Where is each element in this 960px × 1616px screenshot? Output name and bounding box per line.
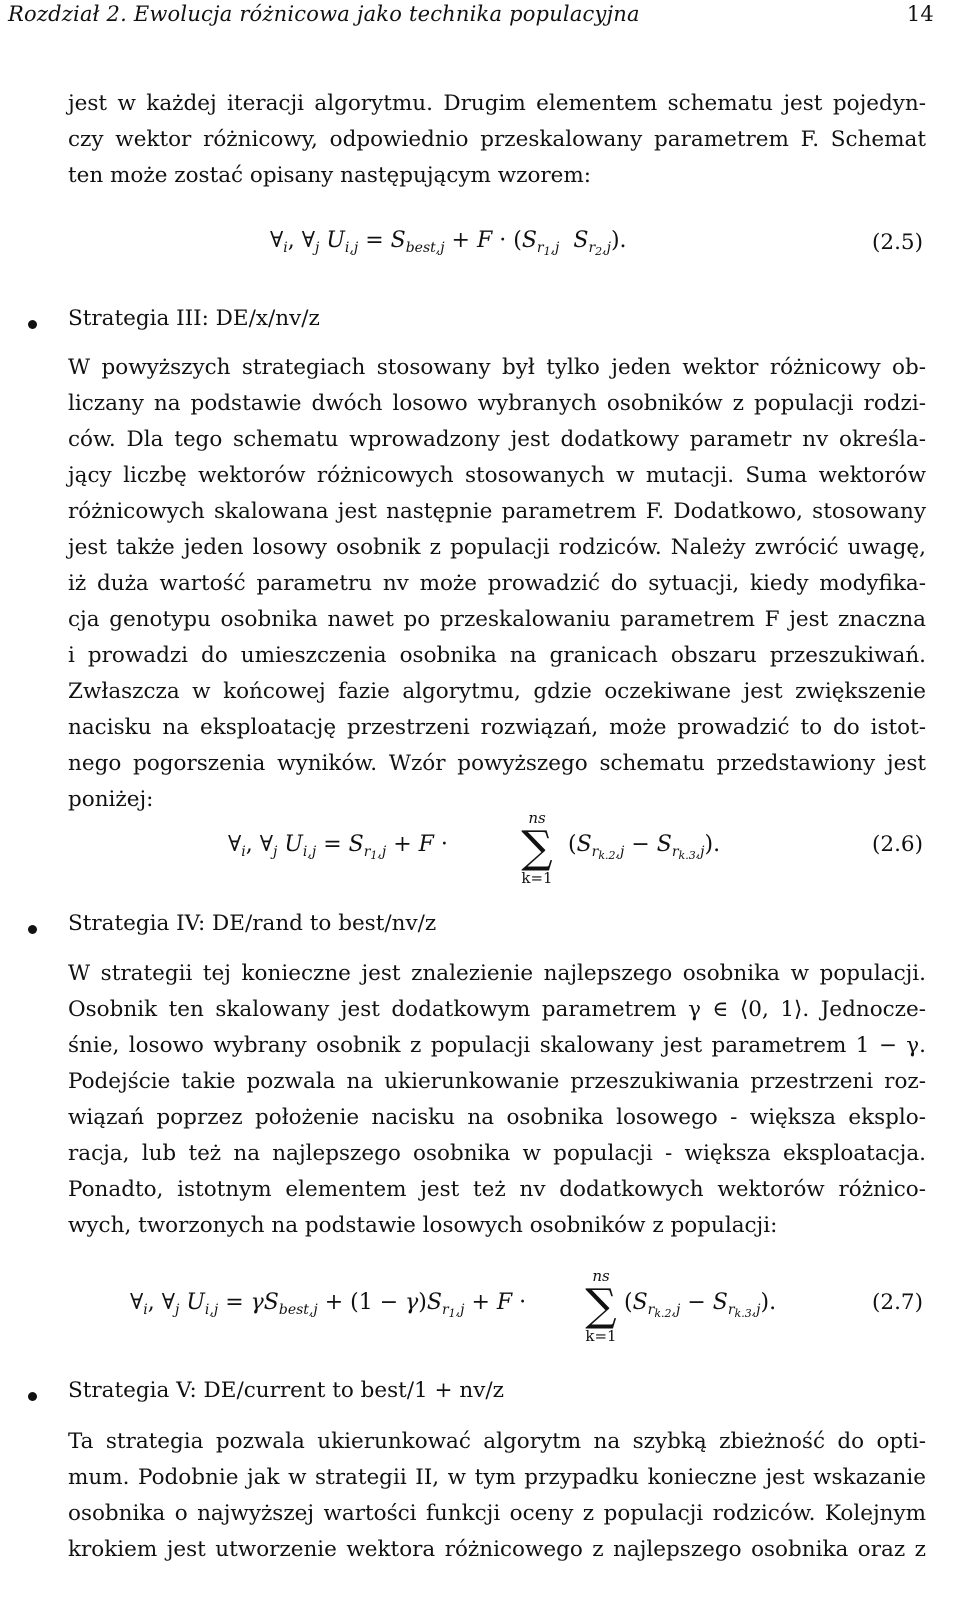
text-line: wych, tworzonych na podstawie losowych osobników z populacji: — [68, 1213, 778, 1238]
sum-upper-limit: ns — [592, 1267, 610, 1285]
text-line: różnicowych skalowana jest następnie parametrem F. Dodatkowo, stosowany — [68, 499, 926, 524]
text-line: jący liczbę wektorów różnicowych stosowanych w mutacji. Suma wektorów — [68, 463, 926, 488]
running-header — [8, 2, 934, 34]
strategy-heading: Strategia III: DE/x/nv/z — [68, 306, 320, 331]
strategy-heading: Strategia V: DE/current to best/1 + nv/z — [68, 1378, 504, 1403]
strategy4-paragraph — [68, 956, 926, 1244]
text-line: Osobnik ten skalowany jest dodatkowym parametrem γ ∈ ⟨0, 1⟩. Jednocze- — [68, 997, 926, 1022]
text-line: jest w każdej iteracji algorytmu. Drugim elementem schematu jest pojedyn- — [68, 91, 926, 116]
text-line: Zwłaszcza w końcowej fazie algorytmu, gdzie oczekiwane jest zwiększenie — [68, 679, 926, 704]
text-line: nego pogorszenia wyników. Wzór powyższego schematu przedstawiony jest — [68, 751, 926, 776]
sum-lower-limit: k=1 — [521, 869, 553, 887]
text-line: i prowadzi do umieszczenia osobnika na granicach obszaru przeszukiwań. — [68, 643, 926, 668]
strategy-heading: Strategia IV: DE/rand to best/nv/z — [68, 911, 437, 936]
text-line: ten może zostać opisany następującym wzorem: — [68, 163, 592, 188]
summation-sign: ns ∑ k=1 — [510, 810, 564, 886]
strategy3-paragraph — [68, 350, 926, 818]
text-line: wiązań poprzez położenie nacisku na osobnika losowego - większa eksplo- — [68, 1105, 926, 1130]
text-line: mum. Podobnie jak w strategii II, w tym przypadku konieczne jest wskazanie — [68, 1465, 926, 1490]
sum-upper-limit: ns — [528, 809, 546, 827]
chapter-title: Rozdział 2. Ewolucja różnicowa jako technika populacyjna — [8, 2, 640, 26]
text-line: iż duża wartość parametru nv może prowadzić do sytuacji, kiedy modyfika- — [68, 571, 926, 596]
intro-paragraph — [68, 86, 926, 194]
text-line: krokiem jest utworzenie wektora różnicowego z najlepszego osobnika oraz z — [68, 1537, 926, 1562]
bullet-point — [28, 320, 37, 329]
sum-lower-limit: k=1 — [585, 1327, 617, 1345]
text-line: cja genotypu osobnika nawet po przeskalowaniu parametrem F jest znaczna — [68, 607, 926, 632]
text-line: Ponadto, istotnym elementem jest też nv dodatkowych wektorów różnico- — [68, 1177, 926, 1202]
text-line: racja, lub też na najlepszego osobnika w populacji - większa eksploatacja. — [68, 1141, 926, 1166]
equation-2-7-tail: $(S_{r_{k.2},j} - S_{r_{k.3},j})$. — [624, 1290, 777, 1320]
summation-sign: ns ∑ k=1 — [574, 1268, 628, 1344]
text-line: liczany na podstawie dwóch losowo wybranych osobników z populacji rodzi- — [68, 391, 926, 416]
text-line: W powyższych strategiach stosowany był tylko jeden wektor różnicowy ob- — [68, 355, 926, 380]
strategy5-paragraph — [68, 1424, 926, 1568]
text-line: osobnika o najwyższej wartości funkcji oceny z populacji rodziców. Kolejnym — [68, 1501, 926, 1526]
text-line: śnie, losowo wybrany osobnik z populacji skalowany jest parametrem 1 − γ. — [68, 1033, 926, 1058]
equation-number: (2.7) — [872, 1290, 923, 1315]
text-line: jest także jeden losowy osobnik z populacji rodziców. Należy zwrócić uwagę, — [68, 535, 926, 560]
equation-2-6: $\forall_i$, $\forall_j$ $U_{i,j} = S_{r_1,j} + F$ · — [228, 832, 448, 862]
text-line: Ta strategia pozwala ukierunkować algorytm na szybką zbieżność do opti- — [68, 1429, 926, 1454]
text-line: ców. Dla tego schematu wprowadzony jest dodatkowy parametr nv określa- — [68, 427, 926, 452]
equation-2-6-tail: $(S_{r_{k.2},j} - S_{r_{k.3},j})$. — [568, 832, 721, 862]
bullet-point — [28, 925, 37, 934]
equation-number: (2.5) — [872, 230, 923, 255]
bullet-point — [28, 1392, 37, 1401]
text-line: poniżej: — [68, 787, 154, 812]
equation-number: (2.6) — [872, 832, 923, 857]
text-line: nacisku na eksploatację przestrzeni rozwiązań, może prowadzić to do istot- — [68, 715, 926, 740]
page-number: 14 — [906, 2, 934, 26]
text-line: Podejście takie pozwala na ukierunkowanie przeszukiwania przestrzeni roz- — [68, 1069, 926, 1094]
equation-2-7: $\forall_i$, $\forall_j$ $U_{i,j} = \gamma S_{best,j} + (1 - \gamma)S_{r_1,j} + F$ · — [130, 1290, 527, 1320]
equation-2-5: $\forall_i$, $\forall_j$ $U_{i,j} = S_{best,j} + F \cdot (S_{r_1,j}$ $S_{r_2,j}$). — [270, 228, 627, 258]
text-line: W strategii tej konieczne jest znalezienie najlepszego osobnika w populacji. — [68, 961, 926, 986]
text-line: czy wektor różnicowy, odpowiednio przeskalowany parametrem F. Schemat — [68, 127, 926, 152]
